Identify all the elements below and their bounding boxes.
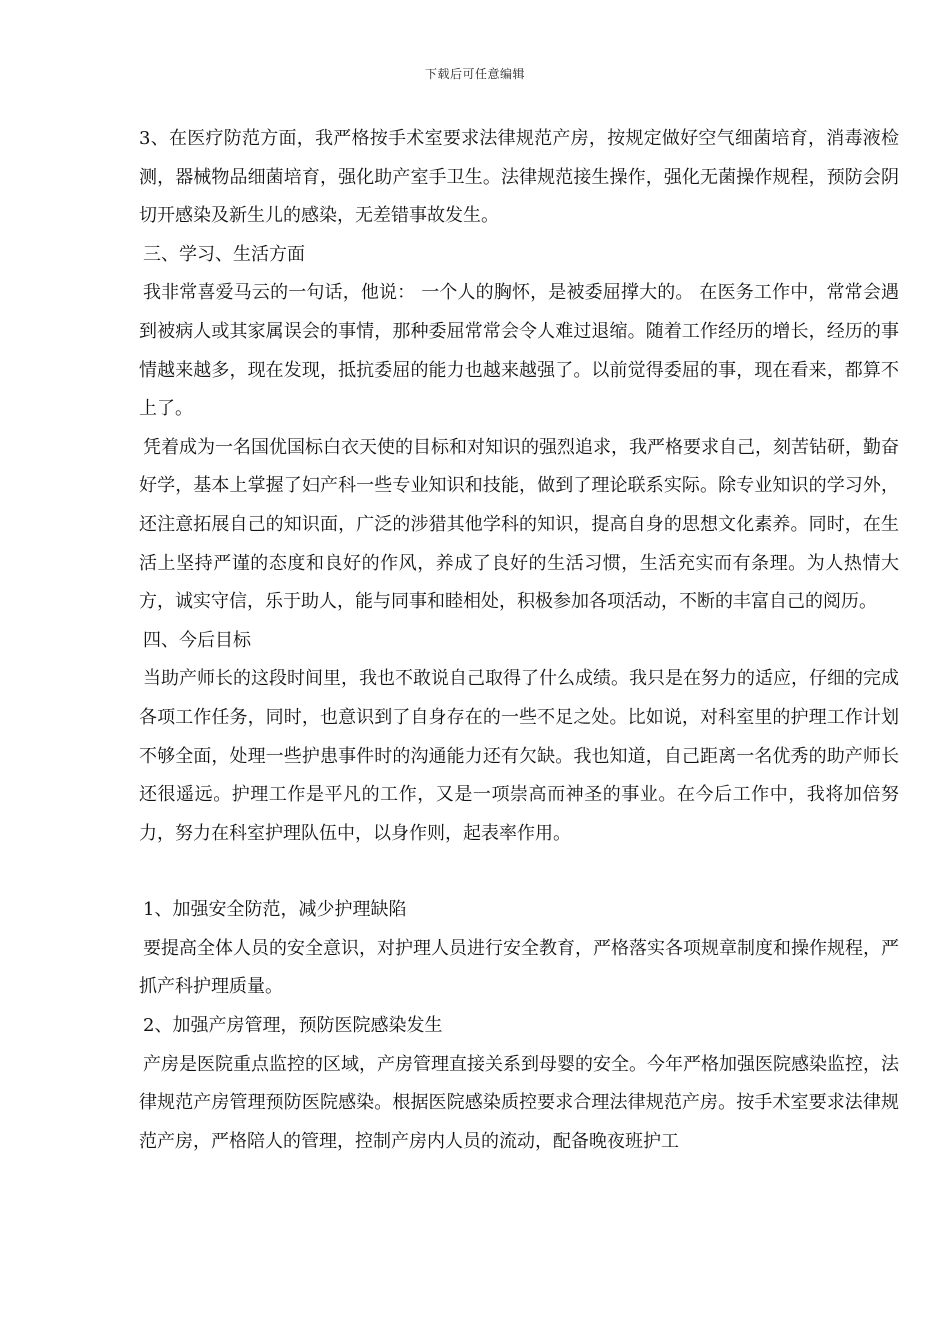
paragraph-study-goals: 凭着成为一名国优国标白衣天使的目标和对知识的强烈追求，我严格要求自己，刻苦钻研，勤奋好学，基本上掌握了妇产科一些专业知识和技能，做到了理论联系实际。除专业知识的学习外，还注意拓展自己的知识面，广泛的涉猎其他学科的知识，提高自身的思想文化素养。同时，在生活上坚持严谨的态度和良好的作风，养成了良好的生活习惯，生活充实而有条理。为人热情大方，诚实守信，乐于助人，能与同事和睦相处，积极参加各项活动，不断的丰富自己的阅历。	[139, 436, 899, 613]
paragraph-safety: 要提高全体人员的安全意识，对护理人员进行安全教育，严格落实各项规章制度和操作规程，严抓产科护理质量。	[139, 937, 899, 998]
document-body	[139, 120, 899, 1161]
page-header: 下载后可任意编辑	[424, 67, 525, 81]
blank-line	[139, 853, 899, 891]
section-heading-future-goals: 四、今后目标	[143, 629, 251, 651]
paragraph-delivery-room: 产房是医院重点监控的区域，产房管理直接关系到母婴的安全。今年严格加强医院感染监控，法律规范产房管理预防医院感染。根据医院感染质控要求合理法律规范产房。按手术室要求法律规范产房，严格陪人的管理，控制产房内人员的流动，配备晚夜班护工	[139, 1053, 899, 1152]
item-heading-safety: 1、加强安全防范，减少护理缺陷	[143, 899, 407, 921]
paragraph-self-assessment: 当助产师长的这段时间里，我也不敢说自己取得了什么成绩。我只是在努力的适应，仔细的完成各项工作任务，同时，也意识到了自身存在的一些不足之处。比如说，对科室里的护理工作计划不够全面，处理一些护患事件时的沟通能力还有欠缺。我也知道，自己距离一名优秀的助产师长还很遥远。护理工作是平凡的工作，又是一项崇高而神圣的事业。在今后工作中，我将加倍努力，努力在科室护理队伍中，以身作则，起表率作用。	[139, 668, 899, 844]
paragraph-grievance-quote: 我非常喜爱马云的一句话，他说： 一个人的胸怀，是被委屈撑大的。 在医务工作中，常常会遇到被病人或其家属误会的事情，那种委屈常常会令人难过退缩。随着工作经历的增长，经历的事情越来越多，现在发现，抵抗委屈的能力也越来越强了。以前觉得委屈的事，现在看来，都算不上了。	[139, 282, 899, 420]
paragraph-medical-prevention: 3、在医疗防范方面，我严格按手术室要求法律规范产房，按规定做好空气细菌培育，消毒液检测，器械物品细菌培育，强化助产室手卫生。法律规范接生操作，强化无菌操作规程，预防会阴切开感染及新生儿的感染，无差错事故发生。	[139, 128, 899, 227]
item-heading-delivery-room: 2、加强产房管理，预防医院感染发生	[143, 1015, 443, 1037]
section-heading-study-life: 三、学习、生活方面	[143, 243, 305, 265]
